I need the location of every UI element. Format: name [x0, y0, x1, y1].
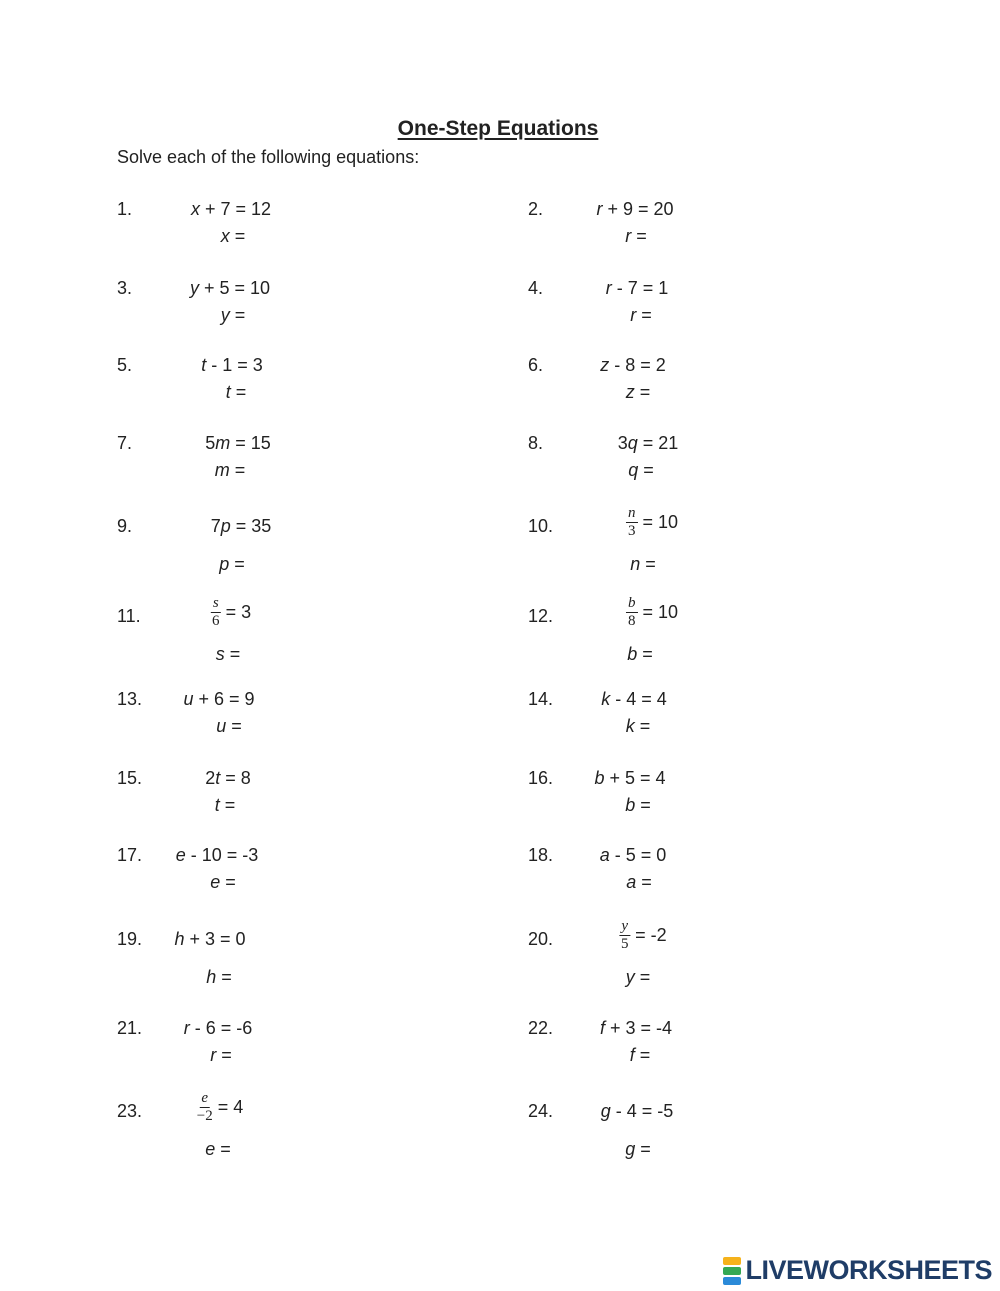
equation: r - 6 = -6 [183, 1018, 253, 1038]
answer-label[interactable]: s = [215, 644, 241, 664]
answer-label[interactable]: p = [219, 554, 245, 574]
equation: 3q = 21 [617, 433, 679, 453]
equation: f + 3 = -4 [599, 1018, 673, 1038]
equation: $\frac{y}{5}$ = -2 [620, 918, 667, 952]
instructions-text: Solve each of the following equations: [117, 147, 420, 167]
answer-label[interactable]: y = [625, 967, 651, 987]
problem-number: 20. [528, 929, 554, 949]
problem-number: 5. [117, 355, 133, 375]
answer-label[interactable]: k = [625, 716, 651, 736]
equation: b + 5 = 4 [594, 768, 666, 788]
fraction: $\frac{s}{6}$ [211, 595, 220, 629]
answer-label[interactable]: m = [214, 460, 246, 480]
answer-label[interactable]: f = [629, 1045, 651, 1065]
answer-label[interactable]: r = [210, 1045, 232, 1065]
answer-label[interactable]: t = [214, 795, 236, 815]
equation: z - 8 = 2 [600, 355, 666, 375]
logo-block-icon [723, 1277, 741, 1285]
problem-number: 19. [117, 929, 143, 949]
equation: a - 5 = 0 [599, 845, 667, 865]
problem-number: 2. [528, 199, 544, 219]
answer-label[interactable]: e = [205, 1139, 231, 1159]
answer-label[interactable]: q = [628, 460, 654, 480]
answer-label[interactable]: b = [625, 795, 651, 815]
logo-block-icon [723, 1267, 741, 1275]
answer-label[interactable]: h = [206, 967, 232, 987]
problem-number: 21. [117, 1018, 143, 1038]
equation: r + 9 = 20 [596, 199, 674, 219]
fraction: $\frac{b}{8}$ [627, 595, 636, 629]
fraction: $\frac{n}{3}$ [627, 505, 636, 539]
problem-number: 8. [528, 433, 544, 453]
answer-label[interactable]: z = [625, 382, 651, 402]
equation: $\frac{n}{3}$ = 10 [627, 505, 679, 539]
equation: k - 4 = 4 [601, 689, 667, 709]
answer-label[interactable]: b = [627, 644, 653, 664]
equation: $\frac{b}{8}$ = 10 [627, 595, 679, 629]
equation: 2t = 8 [205, 768, 251, 788]
brand-name: LIVEWORKSHEETS [745, 1255, 992, 1285]
problem-number: 14. [528, 689, 554, 709]
problem-number: 6. [528, 355, 544, 375]
equation: $\frac{e}{-2}$ = 4 [196, 1090, 244, 1124]
equation: t - 1 = 3 [201, 355, 263, 375]
fraction: $\frac{y}{5}$ [620, 918, 629, 952]
equation: y + 5 = 10 [189, 278, 271, 298]
equation: 7p = 35 [210, 516, 272, 536]
problem-number: 10. [528, 516, 554, 536]
problem-number: 3. [117, 278, 133, 298]
equation: g - 4 = -5 [600, 1101, 674, 1121]
equation: x + 7 = 12 [190, 199, 272, 219]
equation: 5m = 15 [205, 433, 271, 453]
answer-label[interactable]: t = [225, 382, 247, 402]
equation: r - 7 = 1 [605, 278, 669, 298]
equation: u + 6 = 9 [183, 689, 255, 709]
answer-label[interactable]: g = [625, 1139, 651, 1159]
problem-number: 16. [528, 768, 554, 788]
answer-label[interactable]: r = [625, 226, 647, 246]
problem-number: 23. [117, 1101, 143, 1121]
problem-number: 17. [117, 845, 143, 865]
logo-block-icon [723, 1257, 741, 1265]
problem-number: 1. [117, 199, 133, 219]
problem-number: 9. [117, 516, 133, 536]
problem-number: 24. [528, 1101, 554, 1121]
liveworksheets-logo[interactable] [723, 1255, 992, 1286]
problem-number: 4. [528, 278, 544, 298]
problem-number: 11. [117, 606, 141, 626]
problem-number: 22. [528, 1018, 554, 1038]
problem-number: 13. [117, 689, 143, 709]
problem-number: 12. [528, 606, 554, 626]
worksheet-title: One-Step Equations [397, 117, 599, 140]
answer-label[interactable]: u = [216, 716, 242, 736]
problem-number: 15. [117, 768, 143, 788]
problem-number: 7. [117, 433, 133, 453]
answer-label[interactable]: y = [220, 305, 246, 325]
equation: h + 3 = 0 [174, 929, 246, 949]
answer-label[interactable]: a = [626, 872, 652, 892]
fraction: $\frac{e}{-2}$ [196, 1090, 213, 1124]
equation: e - 10 = -3 [175, 845, 259, 865]
answer-label[interactable]: r = [630, 305, 652, 325]
answer-label[interactable]: e = [210, 872, 236, 892]
equation: $\frac{s}{6}$ = 3 [211, 595, 252, 629]
answer-label[interactable]: x = [220, 226, 246, 246]
problem-number: 18. [528, 845, 554, 865]
answer-label[interactable]: n = [630, 554, 656, 574]
logo-icon [723, 1257, 741, 1285]
